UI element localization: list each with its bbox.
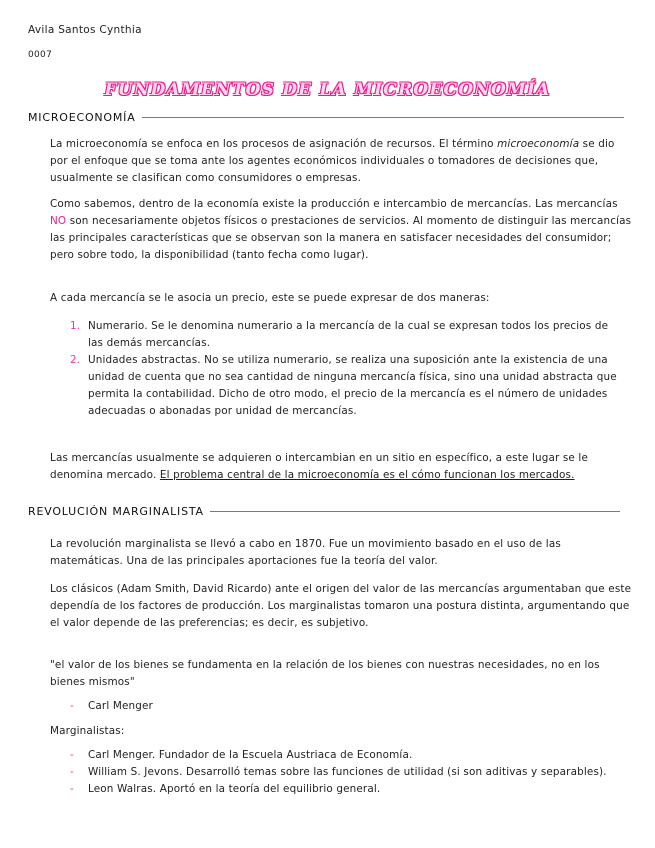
paragraph-mercado [50,450,635,484]
list-item-text: Unidades abstractas. No se utiliza numerario, se realiza una suposición ante la existencia de una unidad de cuenta que no sea cantidad de ninguna mercancía física, sino una unidad abstracta que permita la contabilidad. Dicho de otro modo, el precio de la mercancía es el número de unidades adecuadas o abonadas por unidad de mercancías. [88,354,617,417]
dash-bullet: - [70,766,74,778]
list-number: 2. [70,354,81,366]
dash-bullet: - [70,783,74,795]
list-item-text: William S. Jevons. Desarrolló temas sobre las funciones de utilidad (si son aditivas y separables). [88,766,607,778]
list-item-text: Carl Menger. Fundador de la Escuela Austriaca de Economía. [88,749,413,761]
list-item [50,698,625,715]
italic-term: microeconomía [497,138,580,150]
student-code: 0007 [28,50,53,60]
list-item [50,352,620,420]
numbered-list-precios [50,318,620,420]
list-item [50,747,625,764]
quote-attribution [50,698,625,715]
section-heading-label: MICROECONOMÍA [28,111,136,124]
paragraph-mercancias [50,196,635,264]
page-title: FUNDAMENTOS DE LA MICROECONOMÍA [104,80,551,100]
text-run: Las mercancías usualmente se adquieren o intercambian en un sitio en específico, a este lugar se le denomina mercado. [50,452,588,481]
section-heading-revolucion [28,505,620,518]
list-item [50,764,625,781]
section-heading-label: REVOLUCIÓN MARGINALISTA [28,505,204,518]
marginalistas-label: Marginalistas: [50,725,125,737]
author-name: Avila Santos Cynthia [28,24,142,36]
section-rule [142,117,624,119]
highlight-no: NO [50,215,67,227]
paragraph-revolucion: La revolución marginalista se llevó a cabo en 1870. Fue un movimiento basado en el uso de las matemáticas. Una de las principales aportaciones fue la teoría del valor. [50,538,561,567]
dash-bullet: - [70,700,74,712]
list-item-text: Numerario. Se le denomina numerario a la mercancía de la cual se expresan todos los precios de las demás mercancías. [88,320,609,349]
section-rule [210,511,620,513]
list-number: 1. [70,320,81,332]
list-item-text: Carl Menger [88,700,153,712]
text-run: son necesariamente objetos físicos o prestaciones de servicios. Al momento de distinguir las mercancías las principales características que se observan son la manera en satisfacer necesidades del consumidor; pero sobre todo, la disponibilidad (tanto fecha como lugar). [50,215,632,261]
paragraph-definition [50,136,635,187]
text-run: se dio por el enfoque que se toma ante los agentes económicos individuales o tomadores de decisiones que, usualmente se clasifican como consumidores o empresas. [50,138,615,184]
quote-menger: "el valor de los bienes se fundamenta en la relación de los bienes con nuestras necesidades, no en los bienes mismos" [50,659,600,688]
paragraph-clasicos: Los clásicos (Adam Smith, David Ricardo) ante el origen del valor de las mercancías argumentaban que este dependía de los factores de producción. Los marginalistas tomaron una postura distinta, argumentando que el valor depende de las preferencias; es decir, es subjetivo. [50,583,632,629]
text-run: La microeconomía se enfoca en los procesos de asignación de recursos. El término [50,138,498,150]
list-item-text: Leon Walras. Aportó en la teoría del equilibrio general. [88,783,381,795]
list-item [50,781,625,798]
paragraph-precio: A cada mercancía se le asocia un precio, este se puede expresar de dos maneras: [50,292,490,304]
list-item [50,318,620,352]
dash-bullet: - [70,749,74,761]
underlined-statement: El problema central de la microeconomía es el cómo funcionan los mercados. [159,469,575,481]
section-heading-microeconomia [28,111,624,124]
text-run: Como sabemos, dentro de la economía existe la producción e intercambio de mercancías. Las mercancías [50,198,618,210]
marginalistas-list [50,747,625,798]
